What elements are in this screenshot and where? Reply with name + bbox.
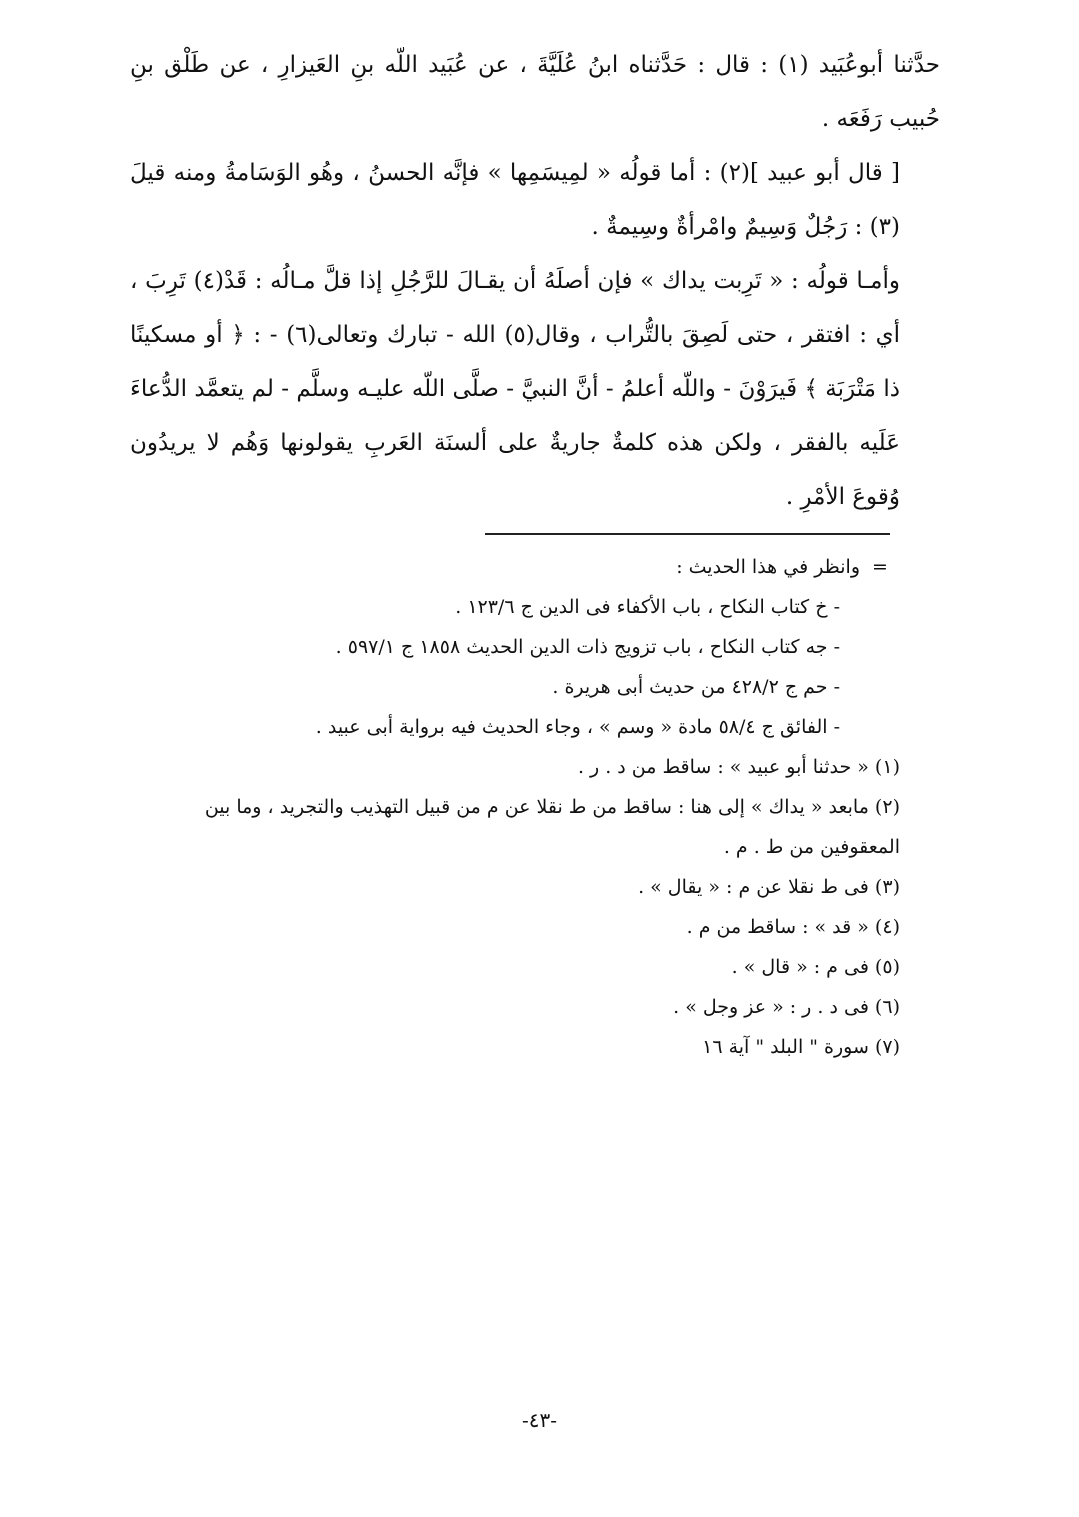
reference-item: - جه كتاب النكاح ، باب تزويج ذات الدين الحديث ١٨٥٨ ج ٥٩٧/١ . <box>335 636 840 658</box>
explanation-paragraph-2: وأمـا قولُه : « تَرِبت يداك » فإن أصلَهُ أن يقـالَ للرَّجُلِ إذا قلَّ مـالُه : قَدْ(٤) تَرِبَ ، أي : افتقر ، حتى لَصِقَ بالتُّراب ، وقال(٥) الله - تبارك وتعالى(٦) - : ﴿ أو مسكينًا ذا مَتْرَبَة ﴾ فَيرَوْنَ - واللّه أعلمُ - أنَّ النبيَّ - صلَّى اللّه عليـه وسلَّم - لم يتعمَّد الدُّعاءَ عَلَيه بالفقر ، ولكن هذه كلمةٌ جاريةٌ على ألسنَة العَربِ يقولونها وَهُم لا يريدُون وُقوعَ الأمْرِ . <box>130 268 900 510</box>
hadith-chain-paragraph: حدَّثنا أبوعُبَيد (١) : قال : حَدَّثناه ابنُ عُلَيَّةَ ، عن عُبَيد اللّه بنِ العَيزارِ ، عن طَلْق بنِ حُبيب رَفَعَه . <box>130 52 940 132</box>
footnote-1: (١) « حدثنا أبو عبيد » : ساقط من د . ر . <box>577 756 900 778</box>
footnote-7: (٧) سورة " البلد " آية ١٦ <box>702 1036 900 1058</box>
footnotes <box>125 547 900 1067</box>
continuation-marker: = <box>872 556 888 578</box>
continuation-intro: وانظر في هذا الحديث : <box>676 556 860 578</box>
reference-item: - حم ج ٤٢٨/٢ من حديث أبى هريرة . <box>552 676 840 698</box>
footnote-6: (٦) فى د . ر : « عز وجل » . <box>673 996 900 1018</box>
footnote-4: (٤) « قد » : ساقط من م . <box>686 916 900 938</box>
footnote-separator <box>485 533 890 535</box>
reference-item: - الفائق ج ٥٨/٤ مادة « وسم » ، وجاء الحديث فيه برواية أبى عبيد . <box>315 716 840 738</box>
reference-item: - خ كتاب النكاح ، باب الأكفاء فى الدين ج ١٢٣/٦ . <box>455 596 840 618</box>
footnote-3: (٣) فى ط نقلا عن م : « يقال » . <box>638 876 900 898</box>
footnote-continuation <box>125 547 900 587</box>
footnote-2: (٢) مابعد « يداك » إلى هنا : ساقط من ط نقلا عن م من قبيل التهذيب والتجريد ، وما بين المعقوفين من ط . م . <box>204 796 900 858</box>
explanation-paragraph-1: [ قال أبو عبيد ](٢) : أما قولُه « لمِيسَمِها » فإنَّه الحسنُ ، وهُو الوَسَامةُ ومنه قيلَ (٣) : رَجُلٌ وَسِيمٌ وامْرأةٌ وسِيمةٌ . <box>130 160 900 240</box>
main-text <box>130 38 940 524</box>
page-number: -٤٣- <box>521 1408 557 1432</box>
footnote-5: (٥) فى م : « قال » . <box>731 956 900 978</box>
